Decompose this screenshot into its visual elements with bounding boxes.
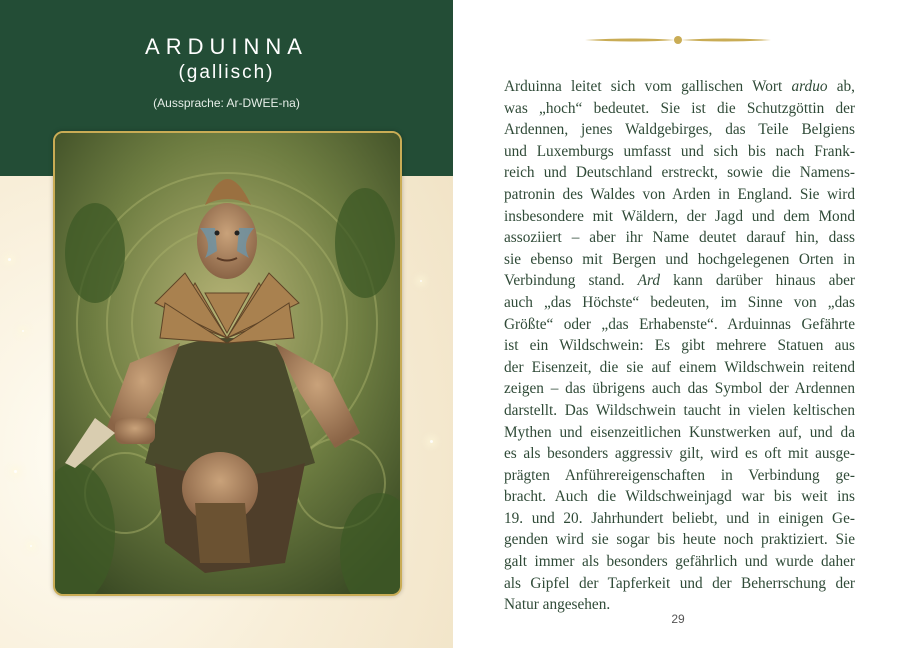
text-line: 19. und 20. Jahrhundert beliebt, und in einigen Ge- [504,509,855,527]
body-text [504,76,855,616]
pronunciation: (Aussprache: Ar-DWEE-na) [153,96,300,110]
goddess-card-illustration [53,131,402,596]
text-line: bracht. Auch die Wildschweinjagd war bis weit ins [504,488,855,506]
card-subtitle: (gallisch) [178,62,275,83]
sparkle [22,330,24,332]
text-line: Größte“ oder „das Erhabenste“. Arduinnas Gefährte [504,315,855,333]
card-title: ARDUINNA [145,34,308,59]
text-line: insbesondere mit Wäldern, der Jagd und dem Mond [504,207,855,225]
text-line: als Gipfel der Tapferkeit und der Beherrschung der [504,574,855,592]
text-line: Arduinna leitet sich vom gallischen Wort arduo ab, [504,78,855,95]
sparkle [30,545,32,547]
text-line: sie ebenso mit Bergen und hochgelegenen Orten in [504,250,855,268]
text-line: genden wird sie sogar bis heute noch praktiziert. Sie [504,531,855,549]
italic-word: arduo [791,78,828,95]
text-line: assoziiert – aber ihr Name deutet darauf hin, dass [504,229,855,247]
text-line: zeigen – das übrigens auch das Symbol der Ardennen [504,380,855,398]
text-line: Mythen und eisenzeitlichen Kunstwerken auf, und da [504,423,855,441]
text-line: patronin des Waldes von Arden in England. Sie wird [504,185,855,203]
sparkle [14,470,17,473]
text-line: Ardennen, jenes Waldgebirges, das Teile Belgiens [504,121,855,139]
text-line: reich und Deutschland erstreckt, sowie die Namens- [504,164,855,182]
text-line: galt immer als besonders gefährlich und wurde daher [504,553,855,571]
italic-word: Ard [637,272,661,290]
text-line: auch „das Höchste“ bedeuten, im Sinne von „das [504,293,855,311]
text-line: ist ein Wildschwein: Es gibt mehrere Statuen aus [504,337,855,355]
sparkle [420,280,422,282]
text-line: prägten Anführereigenschaften in Verbindung ge- [504,466,855,484]
text-line: Natur angesehen. [504,596,611,614]
text-line: und Luxemburgs umfasst und sich bis nach Frank- [504,142,855,160]
sparkle [8,258,11,261]
right-page [453,0,903,648]
sparkle [430,440,433,443]
page-number: 29 [671,612,685,626]
text-line: was „hoch“ bedeutet. Sie ist die Schutzgöttin der [504,99,855,117]
gold-divider-ornament [583,33,773,47]
text-line: darstellt. Das Wildschwein taucht in vielen keltischen [504,401,855,419]
text-line: es als besonders aggressiv gilt, wird es oft mit ausge- [504,445,855,463]
text-line: der Eisenzeit, die sie auf einem Wildschwein reitend [504,358,855,376]
text-line: Verbindung stand. Ard kann darüber hinaus aber [504,272,855,290]
